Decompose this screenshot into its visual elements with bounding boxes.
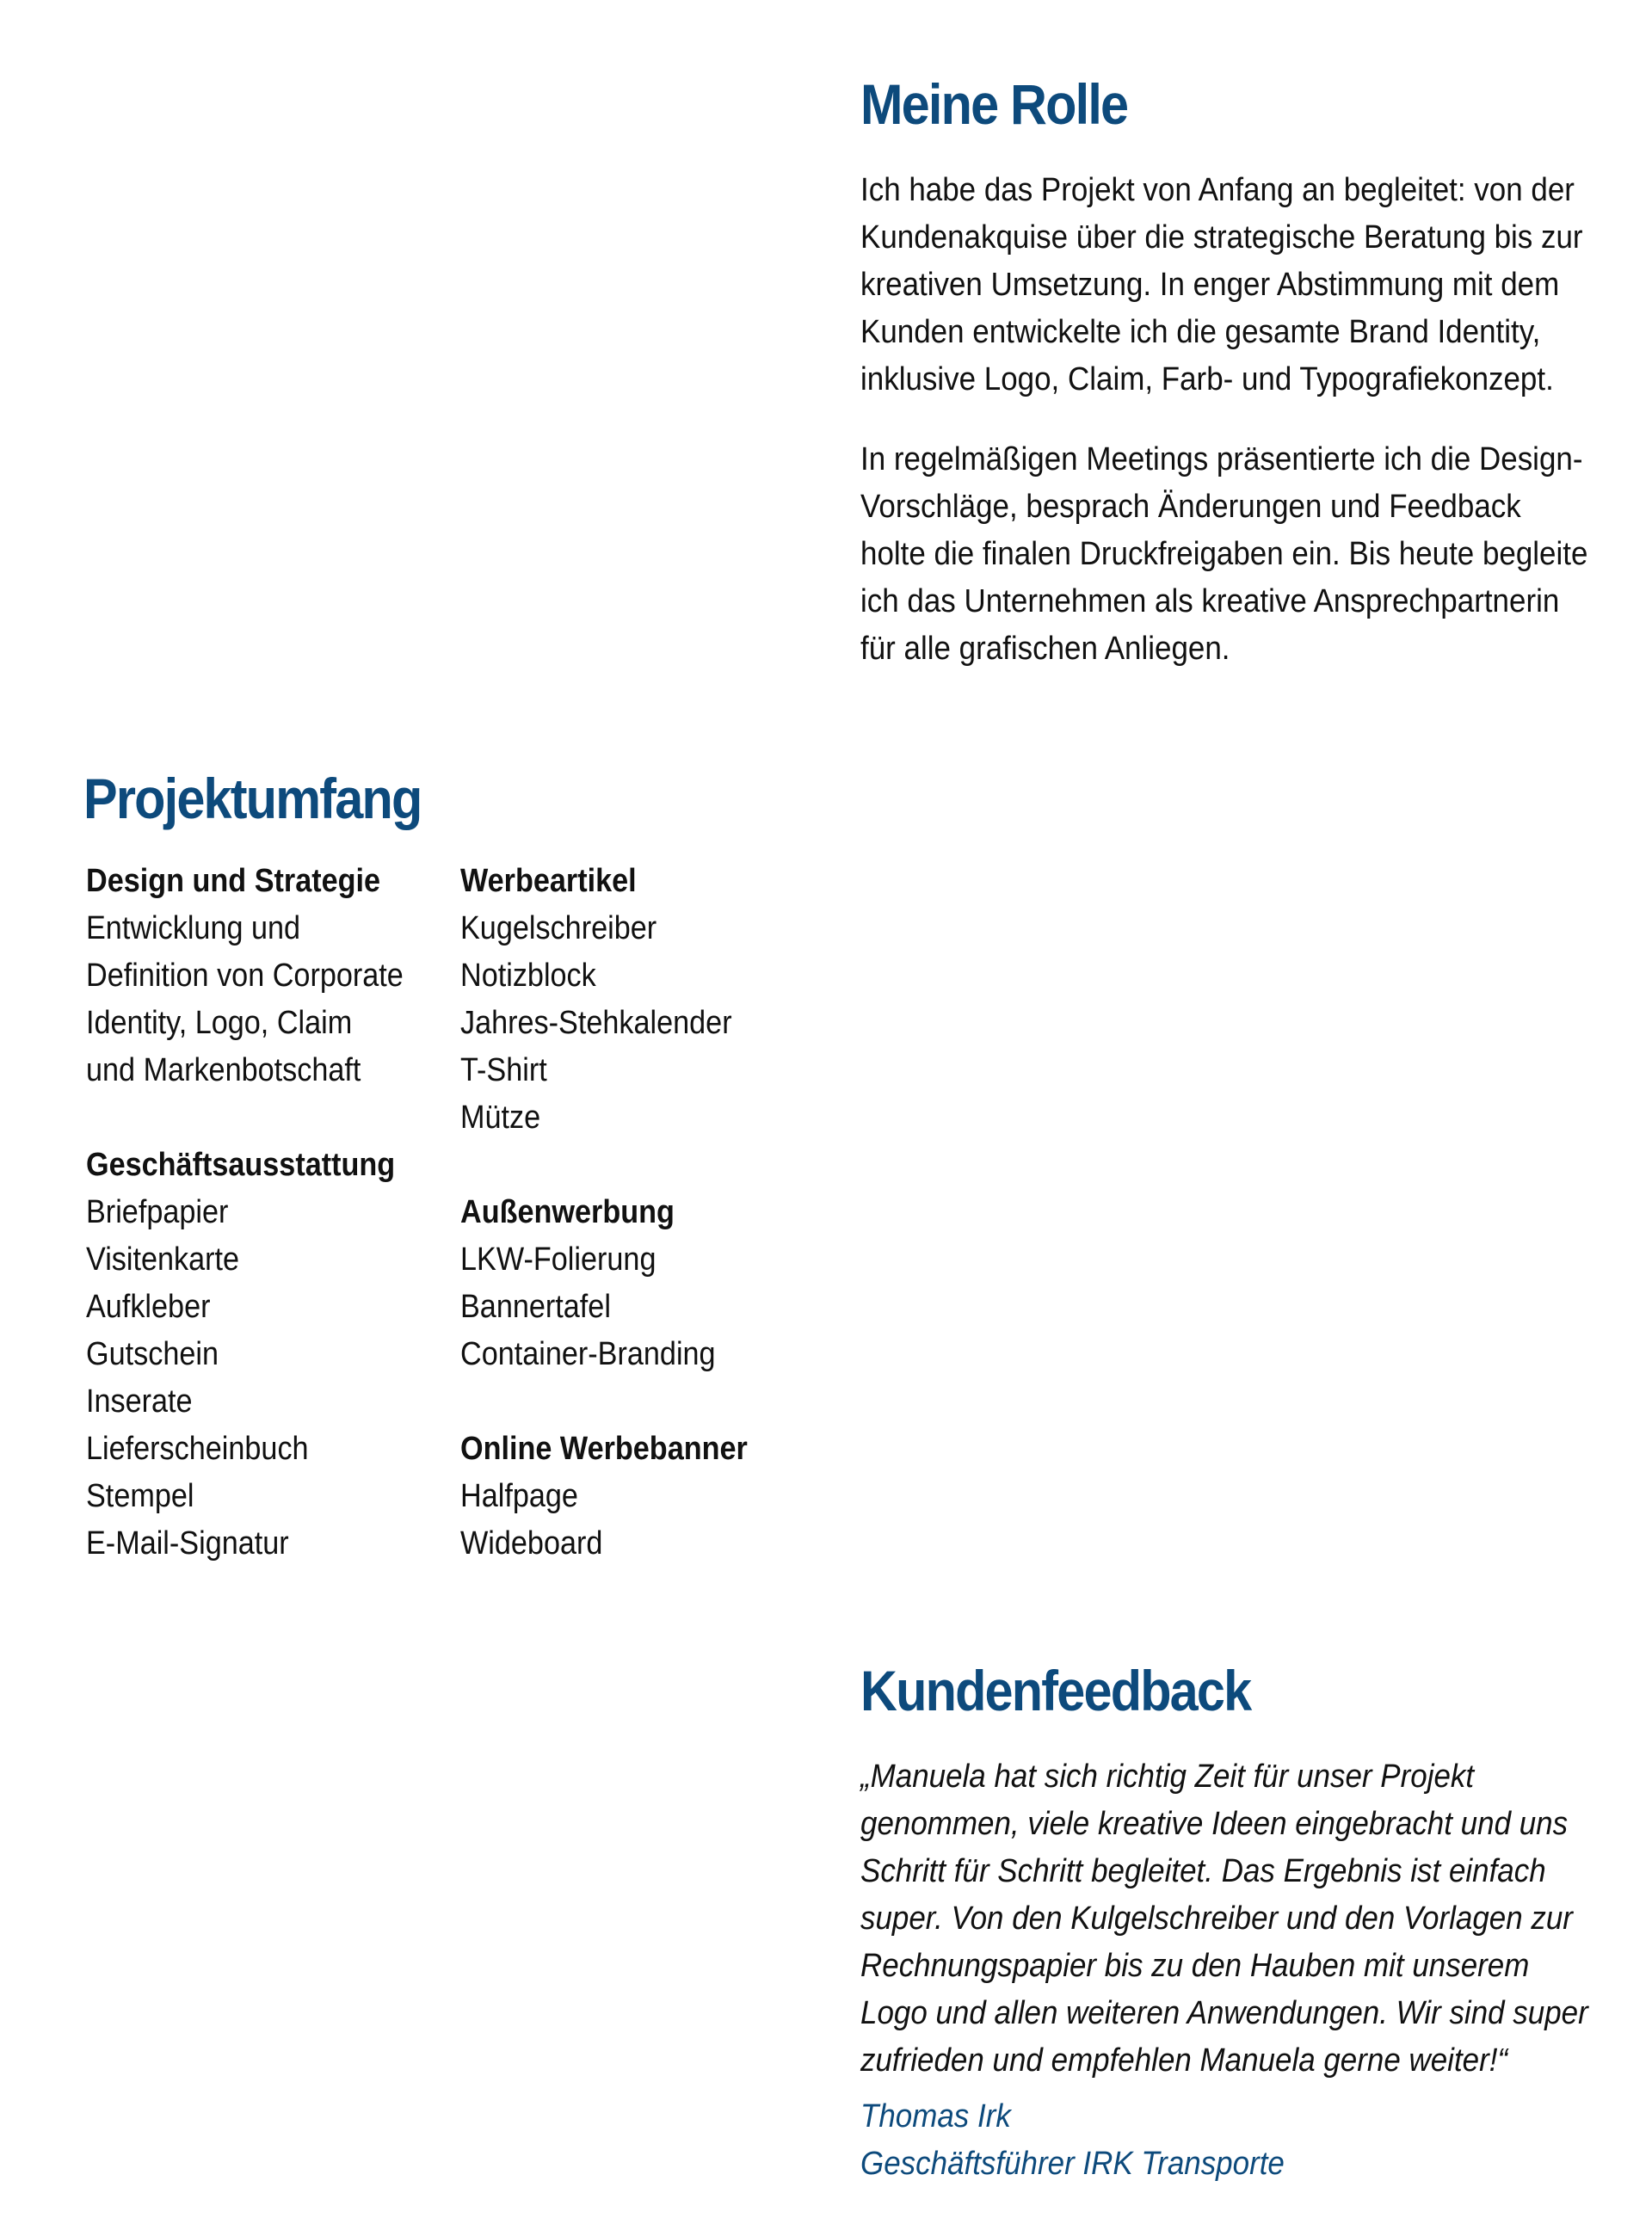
group-item: Mütze bbox=[460, 1100, 541, 1136]
scope-section bbox=[83, 767, 858, 1598]
role-section bbox=[860, 72, 1618, 705]
group-title: Online Werbebanner bbox=[460, 1431, 748, 1467]
text-line: ich das Unternehmen als kreative Ansprechpartnerin bbox=[860, 583, 1560, 619]
quote-line: Rechnungspapier bis zu den Hauben mit unserem bbox=[860, 1948, 1530, 1984]
text-line: Vorschläge, besprach Änderungen und Feedback bbox=[860, 489, 1521, 525]
quote-line: super. Von den Kulgelschreiber und den Vorlagen zur bbox=[860, 1900, 1573, 1937]
scope-heading: Projektumfang bbox=[83, 767, 422, 830]
group-item: Notizblock bbox=[460, 958, 596, 994]
group-item: Halfpage bbox=[460, 1478, 578, 1514]
scope-group-outdoor bbox=[460, 1189, 780, 1378]
scope-columns bbox=[83, 858, 858, 1598]
group-item: Lieferscheinbuch bbox=[86, 1431, 309, 1467]
group-item: Stempel bbox=[86, 1478, 194, 1514]
text-line: für alle grafischen Anliegen. bbox=[860, 631, 1230, 667]
group-item: T-Shirt bbox=[460, 1052, 547, 1088]
text-line: In regelmäßigen Meetings präsentierte ich die Design- bbox=[860, 441, 1583, 477]
group-title: Außenwerbung bbox=[460, 1194, 675, 1230]
group-title: Design und Strategie bbox=[86, 863, 381, 899]
group-title: Werbeartikel bbox=[460, 863, 637, 899]
role-paragraph-2 bbox=[860, 436, 1618, 673]
scope-group-design bbox=[86, 858, 439, 1094]
quote-line: genommen, viele kreative Ideen eingebracht und uns bbox=[860, 1806, 1569, 1842]
group-item: Bannertafel bbox=[460, 1289, 611, 1325]
text-line: inklusive Logo, Claim, Farb- und Typografiekonzept. bbox=[860, 361, 1554, 397]
group-item: Identity, Logo, Claim bbox=[86, 1005, 353, 1041]
text-line: Kunden entwickelte ich die gesamte Brand Identity, bbox=[860, 314, 1541, 350]
text-line: holte die finalen Druckfreigaben ein. Bis heute begleite bbox=[860, 536, 1588, 572]
feedback-heading: Kundenfeedback bbox=[860, 1659, 1251, 1722]
text-line: kreativen Umsetzung. In enger Abstimmung mit dem bbox=[860, 267, 1560, 303]
group-item: Visitenkarte bbox=[86, 1241, 240, 1278]
group-item: Gutschein bbox=[86, 1336, 219, 1372]
feedback-quote bbox=[860, 1753, 1618, 2085]
group-item: Definition von Corporate bbox=[86, 958, 404, 994]
text-line: Ich habe das Projekt von Anfang an begleitet: von der bbox=[860, 172, 1575, 208]
quote-line: Logo und allen weiteren Anwendungen. Wir sind super bbox=[860, 1995, 1588, 2031]
group-item: Briefpapier bbox=[86, 1194, 229, 1230]
group-item: Jahres-Stehkalender bbox=[460, 1005, 732, 1041]
scope-group-promo bbox=[460, 858, 780, 1142]
group-item: Kugelschreiber bbox=[460, 910, 657, 946]
group-title: Geschäftsausstattung bbox=[86, 1147, 396, 1183]
group-item: Container-Branding bbox=[460, 1336, 716, 1372]
group-item: LKW-Folierung bbox=[460, 1241, 656, 1278]
role-heading: Meine Rolle bbox=[860, 72, 1128, 136]
scope-group-online bbox=[460, 1426, 780, 1568]
group-item: Inserate bbox=[86, 1383, 193, 1420]
text-line: Kundenakquise über die strategische Beratung bis zur bbox=[860, 219, 1583, 256]
group-item: Aufkleber bbox=[86, 1289, 211, 1325]
group-item: E-Mail-Signatur bbox=[86, 1525, 289, 1562]
scope-right-column bbox=[460, 858, 780, 1615]
group-item: Wideboard bbox=[460, 1525, 603, 1562]
role-paragraph-1 bbox=[860, 167, 1618, 403]
scope-left-column bbox=[86, 858, 439, 1615]
feedback-section bbox=[860, 1659, 1618, 2188]
author-name: Thomas Irk bbox=[860, 2098, 1011, 2135]
group-item: und Markenbotschaft bbox=[86, 1052, 361, 1088]
quote-line: Schritt für Schritt begleitet. Das Ergebnis ist einfach bbox=[860, 1853, 1546, 1889]
author-title: Geschäftsführer IRK Transporte bbox=[860, 2146, 1285, 2182]
group-item: Entwicklung und bbox=[86, 910, 301, 946]
quote-line: „Manuela hat sich richtig Zeit für unser Projekt bbox=[860, 1759, 1475, 1795]
scope-group-business bbox=[86, 1142, 439, 1568]
quote-line: zufrieden und empfehlen Manuela gerne weiter!“ bbox=[860, 2042, 1508, 2079]
